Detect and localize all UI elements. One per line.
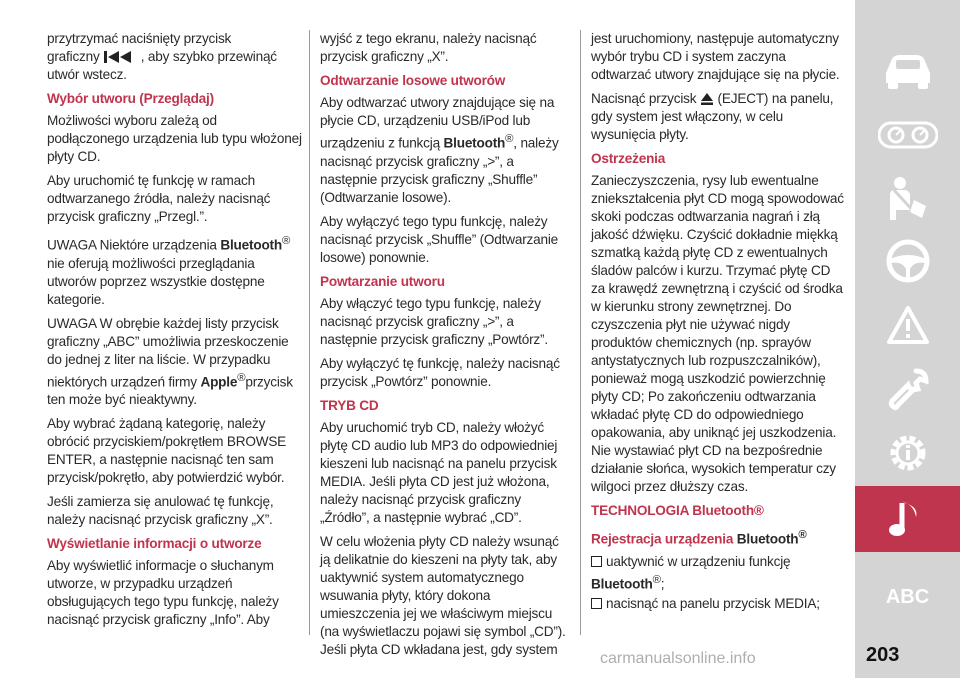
paragraph: Zanieczyszczenia, rysy lub ewentualne zniekształcenia płyt CD mogą spowodować skoki podczas odtwarzania nagrań i złą jakość dźwięku. Czyścić dokładnie miękką szmatką każdą płytę CD z ewentualnych śladów palców i kurzu. Trzymać płytę CD za krawędź zewnętrzną i czyścić od środka w kierunku strony zewnętrznej. Do czyszczenia płyt nie używać nigdy produktów chemicznych (np. sprayów antystatycznych lub rozpuszczalników), ponieważ mogą uszkodzić powierzchnię płyty CD; Po zakończeniu odtwarzania wkładać płytę CD do odpowiedniego opakowania, aby uniknąć jej uszkodzenia. Nie wystawiać płyt CD na bezpośrednie działanie słońca, wysokich temperatur czy wilgoci przez dłuższy czas. <box>591 173 844 494</box>
sidebar-item-warnings[interactable] <box>855 292 960 358</box>
section-heading: Wyświetlanie informacji o utworze <box>47 536 262 552</box>
paragraph: Aby wyłączyć tę funkcję, należy nacisnąć przycisk „Powtórz” ponownie. <box>320 355 560 389</box>
music-note-icon <box>888 497 928 541</box>
section-heading: Ostrzeżenia <box>591 151 666 166</box>
column-divider-2 <box>580 30 581 635</box>
chapter-sidebar <box>855 0 960 678</box>
sidebar-item-index[interactable]: ABC <box>885 586 930 608</box>
paragraph: Aby uruchomić tryb CD, należy włożyć płytę CD audio lub MP3 do odpowiedniej kieszeni lub nacisnąć na panelu przycisk MEDIA. Jeśli płyta CD jest już włożona, należy nacisnąć przycisk graficzny „Źródło”, a następnie wybrać „CD”. <box>320 419 558 525</box>
paragraph: W celu włożenia płyty CD należy wsunąć ją delikatnie do kieszeni na płyty tak, aby uaktywnić system automatycznego wsuwania płyty, który dokona umieszczenia jej we właściwym miejscu (na wyświetlaczu pojawi się symbol „CD”). Jeśli płyta CD wkładana jest, gdy system <box>320 533 566 657</box>
checkbox-icon <box>591 598 602 609</box>
checkbox-icon <box>591 556 602 567</box>
car-icon <box>880 51 936 91</box>
list-item: nacisnąć na panelu przycisk MEDIA; <box>591 595 846 613</box>
paragraph: Nacisnąć przycisk (EJECT) na panelu, gdy system jest włączony, w celu wysunięcia płyty. <box>591 91 834 142</box>
sidebar-item-dashboard[interactable] <box>855 102 960 168</box>
sidebar-item-multimedia[interactable] <box>855 486 960 552</box>
page-number: 203 <box>866 644 900 666</box>
paragraph: wyjść z tego ekranu, należy nacisnąć przycisk graficzny „X”. <box>320 31 537 64</box>
paragraph: Aby włączyć tego typu funkcję, należy nacisnąć przycisk graficzny „>”, a następnie przycisk graficzny „Powtórz”. <box>320 295 548 347</box>
column-3 <box>591 30 846 619</box>
paragraph: jest uruchomiony, następuje automatyczny wybór trybu CD i system zaczyna odtwarzać utwory znajdujące się na płycie. <box>591 31 840 82</box>
watermark: carmanualsonline.info <box>600 650 756 667</box>
section-heading: Odtwarzanie losowe utworów <box>320 73 506 88</box>
paragraph: Aby wyłączyć tego typu funkcję, należy nacisnąć przycisk „Shuffle” (Odtwarzanie losowe) ponownie. <box>320 213 559 265</box>
paragraph: przytrzymać naciśnięty przycisk graficzny , aby szybko przewinąć utwór wstecz. <box>47 31 277 82</box>
paragraph: UWAGA W obrębie każdej listy przycisk graficzny „ABC” umożliwia przeskoczenie do jednej z liter na liście. W przypadku niektórych urządzeń firmy Apple®przycisk ten może być nieaktywny. <box>47 315 293 408</box>
paragraph: Aby odtwarzać utwory znajdujące się na płycie CD, urządzeniu USB/iPod lub urządzeniu z funkcją Bluetooth®, należy nacisnąć przycisk graficzny „>”, a następnie przycisk graficzny „Shuffle” (Odtwarzanie losowe). <box>320 95 559 205</box>
section-heading: TRYB CD <box>320 397 379 413</box>
column-divider-1 <box>309 30 310 635</box>
section-heading: Wybór utworu (Przeglądaj) <box>47 91 214 106</box>
paragraph: Jeśli zamierza się anulować tę funkcję, należy nacisnąć przycisk graficzny „X”. <box>47 494 274 528</box>
column-2 <box>320 30 572 665</box>
section-heading: Rejestracja urządzenia Bluetooth® <box>591 529 807 547</box>
sidebar-item-starting-driving[interactable] <box>855 228 960 294</box>
list-item: uaktywnić w urządzeniu funkcję Bluetooth®; <box>591 553 791 592</box>
skip-back-icon <box>103 50 137 64</box>
paragraph: Aby wyświetlić informacje o słuchanym utworze, w przypadku urządzeń obsługujących tego typu funkcję, należy nacisnąć przycisk graficzny „Info”. Aby <box>47 558 279 628</box>
section-heading: Powtarzanie utworu <box>320 273 445 289</box>
sidebar-item-safety[interactable] <box>855 166 960 232</box>
gear-info-icon <box>885 430 931 476</box>
paragraph: Możliwości wyboru zależą od podłączonego urządzenia lub typu włożonej płyty CD. <box>47 113 302 164</box>
sidebar-item-maintenance[interactable] <box>855 420 960 486</box>
seat-belt-icon <box>886 176 930 222</box>
section-heading: TECHNOLOGIA Bluetooth® <box>591 503 764 518</box>
steering-wheel-icon <box>886 239 930 283</box>
warning-triangle-icon <box>886 305 930 345</box>
paragraph: UWAGA Niektóre urządzenia Bluetooth® nie oferują możliwości przeglądania utworów poprzez wszystkie dostępne kategorie. <box>47 235 291 307</box>
sidebar-item-emergency[interactable] <box>855 356 960 422</box>
dashboard-gauges-icon <box>878 120 938 150</box>
sidebar-item-car[interactable] <box>855 38 960 104</box>
wrench-icon <box>886 367 930 411</box>
paragraph: Aby wybrać żądaną kategorię, należy obrócić przyciskiem/pokrętłem BROWSE ENTER, a następnie nacisnąć ten sam przycisk/pokrętło, aby potwierdzić wybór. <box>47 416 287 486</box>
column-1 <box>47 30 302 635</box>
eject-icon <box>700 92 714 106</box>
paragraph: Aby uruchomić tę funkcję w ramach odtwarzanego źródła, należy nacisnąć przycisk graficzny „Przegl.”. <box>47 173 271 224</box>
